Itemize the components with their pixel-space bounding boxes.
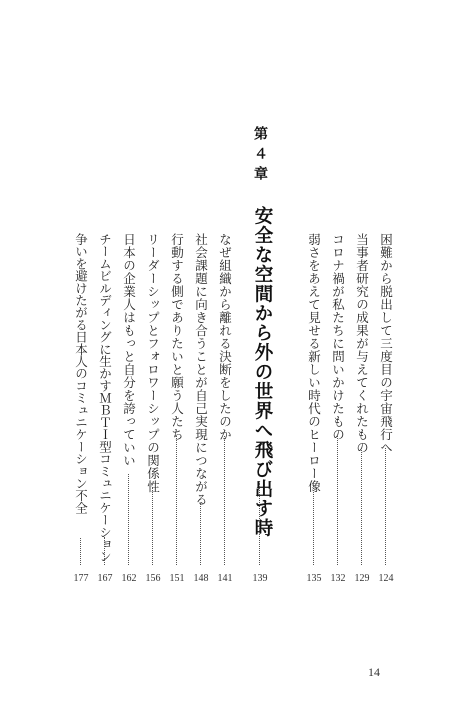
toc-page-number: 162 (121, 573, 137, 584)
toc-leader (104, 537, 105, 565)
toc-leader (337, 436, 338, 565)
toc-entry-title: コロナ禍が私たちに問いかけたもの (330, 233, 346, 441)
toc-leader (313, 485, 314, 565)
toc-leader (200, 503, 201, 565)
toc-leader (152, 487, 153, 565)
toc-entry-title: チームビルディングに生かすＭＢＴＩ型コミュニケーション (97, 233, 113, 563)
toc-entry-title: 争いを避けたがる日本人のコミュニケーション不全 (73, 233, 89, 514)
toc-page-number: 129 (354, 573, 370, 584)
toc-leader (361, 448, 362, 565)
toc-leader (259, 483, 260, 565)
toc-page-number: 156 (145, 573, 161, 584)
toc-leader (224, 436, 225, 565)
toc-page-number: 148 (193, 573, 209, 584)
toc-entry-title: 社会課題に向き合うことが自己実現につながる (193, 233, 209, 506)
toc-leader (128, 474, 129, 565)
chapter-title: 安全な空間から外の世界へ飛び出す時 (252, 206, 273, 538)
toc-page-number: 151 (169, 573, 185, 584)
toc-leader (80, 538, 81, 565)
toc-entry-title: 日本の企業人はもっと自分を誇っていい (121, 233, 137, 467)
toc-page-number: 141 (217, 573, 233, 584)
toc-entry-title: なぜ組織から離れる決断をしたのか (217, 233, 233, 441)
toc-entry-title: リーダーシップとフォロワーシップの関係性 (145, 233, 161, 493)
chapter-label: 第４章 (252, 126, 268, 186)
toc-page-number: 132 (330, 573, 346, 584)
toc-page-number: 139 (252, 573, 268, 584)
toc-page-number: 135 (306, 573, 322, 584)
toc-page-number: 167 (97, 573, 113, 584)
toc-entry-title: 弱さをあえて見せる新しい時代のヒーロー像 (306, 233, 322, 493)
toc-page-number: 177 (73, 573, 89, 584)
page-number: 14 (368, 665, 380, 679)
toc-leader (176, 436, 177, 565)
toc-leader (385, 448, 386, 565)
toc-entry-title: 行動する側でありたいと願う人たち (169, 233, 185, 441)
toc-entry-title: 当事者研究の成果が与えてくれたもの (354, 233, 370, 454)
toc-entry-title: 困難から脱出して三度目の宇宙飛行へ (378, 233, 394, 454)
toc-page-number: 124 (378, 573, 394, 584)
